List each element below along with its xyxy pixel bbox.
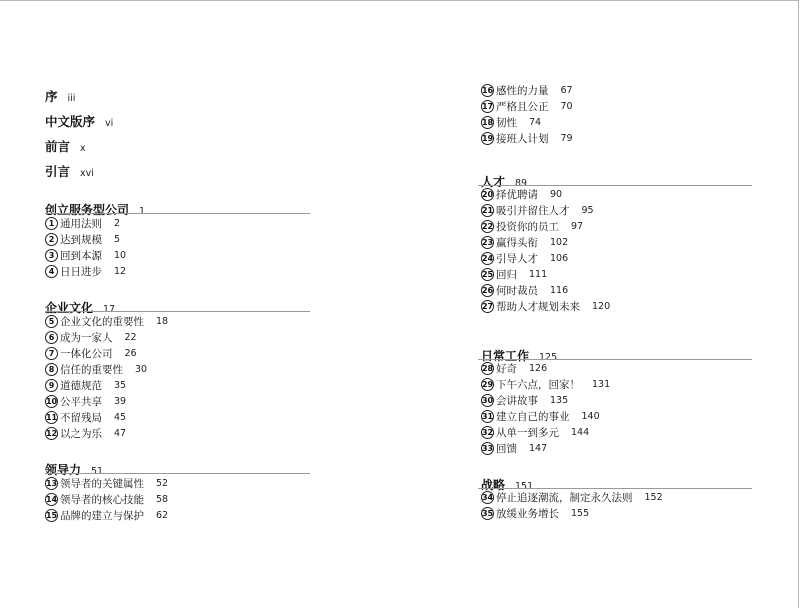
chapter-page: 39: [114, 396, 127, 407]
section-title: 人才: [481, 175, 506, 189]
chapter-number-badge: 12: [45, 429, 58, 438]
chapter-title: 领导者的核心技能: [60, 494, 144, 506]
entry-title: 前言: [45, 139, 71, 154]
chapter-number-badge: 26: [481, 286, 494, 295]
chapter-page: 135: [550, 395, 569, 406]
chapter-number-badge: 13: [45, 479, 58, 488]
chapter-number-badge: 14: [45, 495, 58, 504]
chapter-title: 以之为乐: [60, 428, 102, 440]
chapter-number-badge: 29: [481, 380, 494, 389]
section-title: 企业文化: [45, 301, 94, 315]
chapter-page: 120: [592, 301, 611, 312]
chapter-page: 152: [644, 492, 663, 503]
toc-chapter[interactable]: [45, 216, 120, 231]
chapter-number-badge: 9: [45, 379, 58, 392]
chapter-title: 公平共享: [60, 396, 102, 408]
chapter-title: 好奇: [496, 363, 517, 375]
chapter-number-badge: 6: [45, 331, 58, 344]
toc-chapter[interactable]: [45, 248, 126, 263]
toc-chapter[interactable]: [481, 409, 600, 424]
section-divider: [45, 213, 310, 214]
toc-chapter[interactable]: [481, 393, 568, 408]
toc-front-introduction[interactable]: [45, 161, 94, 180]
chapter-page: 140: [581, 411, 600, 422]
chapter-title: 帮助人才规划未来: [496, 301, 580, 313]
chapter-page: 144: [571, 427, 590, 438]
toc-chapter[interactable]: [481, 283, 568, 298]
chapter-page: 2: [114, 218, 121, 229]
entry-page: xvi: [80, 168, 94, 179]
section-divider: [45, 311, 310, 312]
chapter-page: 70: [560, 101, 573, 112]
chapter-title: 不留残局: [60, 412, 102, 424]
section-title: 日常工作: [481, 349, 530, 363]
chapter-number-badge: 24: [481, 254, 494, 263]
chapter-number-badge: 21: [481, 206, 494, 215]
chapter-number-badge: 10: [45, 397, 58, 406]
chapter-page: 131: [592, 379, 611, 390]
chapter-page: 67: [560, 85, 573, 96]
chapter-number-badge: 3: [45, 249, 58, 262]
chapter-number-badge: 11: [45, 413, 58, 422]
section-page: 1: [139, 206, 146, 217]
chapter-number-badge: 35: [481, 509, 494, 518]
chapter-title: 回到本源: [60, 250, 102, 262]
toc-chapter[interactable]: [45, 264, 126, 279]
chapter-title: 日日进步: [60, 266, 102, 278]
chapter-page: 5: [114, 234, 121, 245]
section-divider: [478, 488, 752, 489]
chapter-title: 通用法则: [60, 218, 102, 230]
chapter-title: 投资你的员工: [496, 221, 559, 233]
toc-chapter[interactable]: [45, 476, 168, 491]
chapter-page: 30: [135, 364, 148, 375]
toc-chapter[interactable]: [481, 490, 663, 505]
chapter-page: 47: [114, 428, 127, 439]
toc-chapter[interactable]: [481, 235, 568, 250]
chapter-number-badge: 17: [481, 102, 494, 111]
entry-title: 中文版序: [45, 114, 96, 129]
chapter-page: 97: [571, 221, 584, 232]
section-page: 151: [515, 481, 534, 492]
chapter-title: 道德规范: [60, 380, 102, 392]
entry-page: x: [80, 143, 86, 154]
chapter-title: 引导人才: [496, 253, 538, 265]
section-page: 51: [91, 466, 104, 477]
chapter-page: 155: [571, 508, 590, 519]
toc-chapter[interactable]: [481, 506, 589, 521]
chapter-page: 106: [550, 253, 569, 264]
toc-chapter[interactable]: [45, 362, 147, 377]
chapter-title: 信任的重要性: [60, 364, 123, 376]
chapter-title: 达到规模: [60, 234, 102, 246]
toc-chapter[interactable]: [481, 131, 573, 146]
chapter-title: 会讲故事: [496, 395, 538, 407]
chapter-page: 62: [156, 510, 169, 521]
toc-chapter[interactable]: [45, 426, 126, 441]
entry-title: 引言: [45, 164, 71, 179]
chapter-number-badge: 28: [481, 364, 494, 373]
chapter-title: 一体化公司: [60, 348, 113, 360]
chapter-title: 回归: [496, 269, 517, 281]
section-divider: [478, 359, 752, 360]
chapter-number-badge: 7: [45, 347, 58, 360]
chapter-number-badge: 23: [481, 238, 494, 247]
chapter-number-badge: 19: [481, 134, 494, 143]
chapter-title: 回馈: [496, 443, 517, 455]
chapter-page: 18: [156, 316, 169, 327]
chapter-page: 74: [529, 117, 542, 128]
toc-chapter[interactable]: [45, 378, 126, 393]
chapter-title: 领导者的关键属性: [60, 478, 144, 490]
section-divider: [478, 185, 752, 186]
chapter-title: 感性的力量: [496, 85, 549, 97]
chapter-page: 22: [124, 332, 137, 343]
toc-chapter[interactable]: [481, 251, 568, 266]
chapter-number-badge: 31: [481, 412, 494, 421]
chapter-title: 何时裁员: [496, 285, 538, 297]
chapter-page: 79: [560, 133, 573, 144]
chapter-title: 成为一家人: [60, 332, 113, 344]
chapter-title: 择优聘请: [496, 189, 538, 201]
section-page: 17: [103, 304, 116, 315]
chapter-number-badge: 8: [45, 363, 58, 376]
chapter-number-badge: 30: [481, 396, 494, 405]
toc-front-preface[interactable]: [45, 86, 75, 105]
toc-chapter[interactable]: [481, 187, 562, 202]
chapter-number-badge: 2: [45, 233, 58, 246]
toc-chapter[interactable]: [45, 492, 168, 507]
chapter-title: 下午六点，回家！: [496, 379, 580, 391]
entry-page: iii: [67, 93, 76, 104]
toc-chapter[interactable]: [481, 115, 541, 130]
chapter-title: 品牌的建立与保护: [60, 510, 144, 522]
chapter-number-badge: 4: [45, 265, 58, 278]
section-title: 战略: [481, 478, 506, 492]
chapter-page: 111: [529, 269, 548, 280]
section-page: 89: [515, 178, 528, 189]
toc-chapter[interactable]: [481, 83, 573, 98]
chapter-number-badge: 25: [481, 270, 494, 279]
chapter-number-badge: 34: [481, 493, 494, 502]
chapter-number-badge: 18: [481, 118, 494, 127]
toc-chapter[interactable]: [45, 394, 126, 409]
chapter-number-badge: 5: [45, 315, 58, 328]
toc-chapter[interactable]: [481, 299, 610, 314]
chapter-page: 126: [529, 363, 548, 374]
chapter-page: 45: [114, 412, 127, 423]
toc-chapter[interactable]: [45, 232, 120, 247]
chapter-title: 从单一到多元: [496, 427, 559, 439]
toc-chapter[interactable]: [45, 508, 168, 523]
section-title: 领导力: [45, 463, 82, 477]
toc-chapter[interactable]: [481, 99, 573, 114]
section-title: 创立服务型公司: [45, 203, 130, 217]
toc-chapter[interactable]: [481, 441, 547, 456]
chapter-page: 26: [124, 348, 137, 359]
chapter-title: 放缓业务增长: [496, 508, 559, 520]
toc-chapter[interactable]: [45, 346, 137, 361]
toc-front-foreword[interactable]: [45, 136, 86, 155]
chapter-page: 52: [156, 478, 169, 489]
chapter-number-badge: 1: [45, 217, 58, 230]
chapter-title: 停止追逐潮流，制定永久法则: [496, 492, 633, 504]
chapter-page: 35: [114, 380, 127, 391]
chapter-page: 12: [114, 266, 127, 277]
section-page: 125: [539, 352, 558, 363]
chapter-title: 严格且公正: [496, 101, 549, 113]
toc-front-chinese-preface[interactable]: [45, 111, 113, 130]
toc-chapter[interactable]: [481, 267, 547, 282]
chapter-number-badge: 15: [45, 511, 58, 520]
chapter-page: 10: [114, 250, 127, 261]
chapter-page: 58: [156, 494, 169, 505]
toc-chapter[interactable]: [45, 410, 126, 425]
chapter-page: 90: [550, 189, 563, 200]
chapter-number-badge: 16: [481, 86, 494, 95]
chapter-title: 接班人计划: [496, 133, 549, 145]
section-divider: [45, 473, 310, 474]
chapter-page: 95: [581, 205, 594, 216]
chapter-title: 吸引并留住人才: [496, 205, 570, 217]
toc-chapter[interactable]: [481, 361, 547, 376]
chapter-number-badge: 33: [481, 444, 494, 453]
entry-page: vi: [105, 118, 114, 129]
chapter-number-badge: 22: [481, 222, 494, 231]
toc-chapter[interactable]: [481, 203, 594, 218]
chapter-number-badge: 27: [481, 302, 494, 311]
chapter-page: 102: [550, 237, 569, 248]
toc-chapter[interactable]: [481, 425, 589, 440]
toc-chapter[interactable]: [481, 377, 610, 392]
chapter-page: 116: [550, 285, 569, 296]
chapter-title: 韧性: [496, 117, 517, 129]
chapter-title: 建立自己的事业: [496, 411, 570, 423]
toc-chapter[interactable]: [45, 330, 137, 345]
chapter-number-badge: 32: [481, 428, 494, 437]
chapter-number-badge: 20: [481, 190, 494, 199]
entry-title: 序: [45, 89, 58, 104]
toc-chapter[interactable]: [481, 219, 583, 234]
chapter-title: 赢得头衔: [496, 237, 538, 249]
chapter-page: 147: [529, 443, 548, 454]
toc-chapter[interactable]: [45, 314, 168, 329]
chapter-title: 企业文化的重要性: [60, 316, 144, 328]
